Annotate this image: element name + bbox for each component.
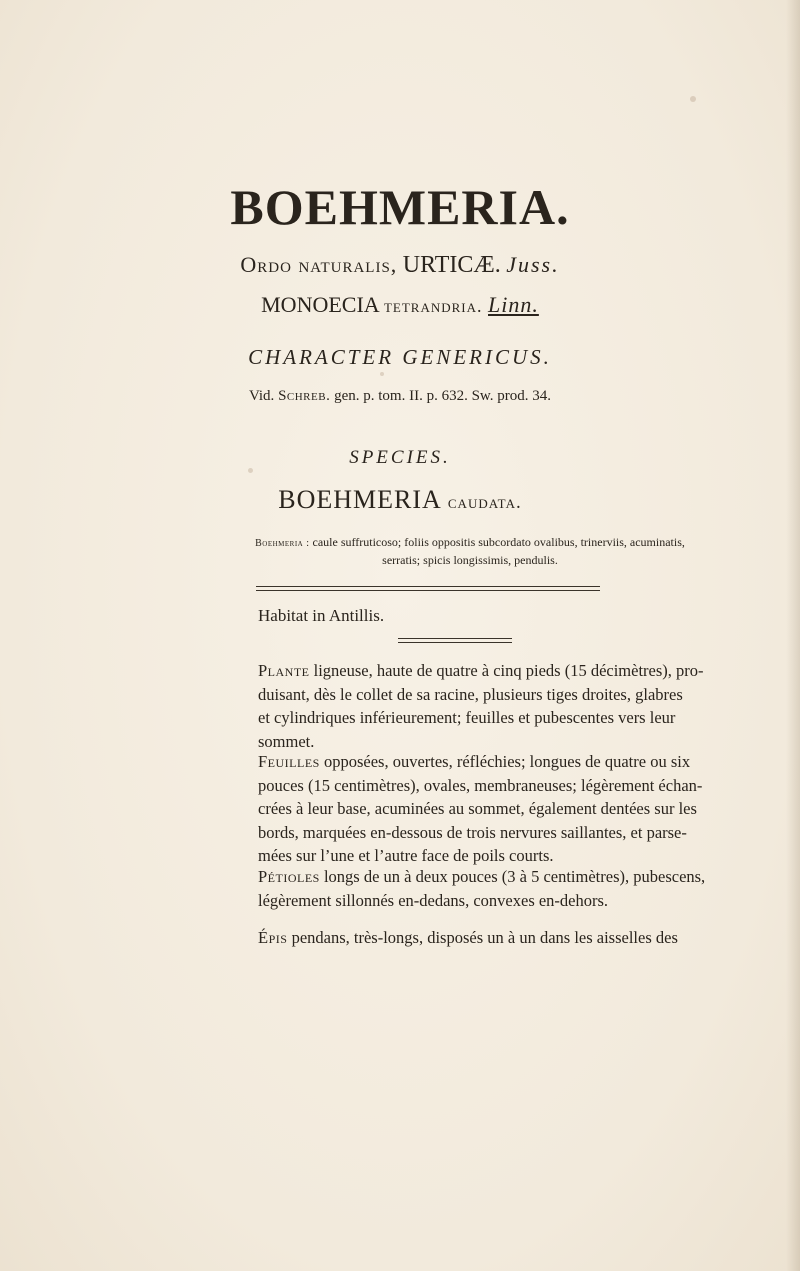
paper-spot (690, 96, 696, 102)
paragraph-lead: Épis (258, 928, 288, 947)
paragraph-lead: Plante (258, 661, 310, 680)
paragraph-line: légèrement sillonnés en-dedans, convexes en-dehors. (258, 890, 609, 910)
vid-prefix: Vid. (248, 388, 275, 404)
diagnosis-line-2: serratis; spicis longissimis, pendulis. (382, 553, 558, 567)
paragraph-line: mées sur l’une et l’autre face de poils courts. (258, 846, 554, 865)
ordo-line (0, 252, 800, 279)
paragraph-feuilles (258, 750, 703, 868)
ordo-author: Juss. (506, 252, 560, 277)
diagnosis-line-1 (250, 533, 690, 553)
ordo-family: URTICÆ. (402, 252, 501, 278)
habitat-text: Habitat in Antillis. (258, 606, 385, 625)
species-heading: SPECIES. (349, 447, 451, 468)
species-genus: BOEHMERIA (278, 485, 441, 514)
divider-rule (256, 586, 600, 591)
paragraph-lead: Feuilles (258, 752, 320, 771)
divider-rule-short (398, 638, 512, 643)
paragraph-line: crées à leur base, acuminées au sommet, également dentées sur les (258, 799, 697, 818)
species-epithet: caudata. (447, 492, 522, 513)
vid-author: Schreb. (278, 388, 331, 404)
paragraph-line: bords, marquées en-dessous de trois nervures saillantes, et parse- (258, 822, 687, 842)
paragraph-lead: Pétioles (258, 867, 320, 886)
classis-name: MONOECIA (261, 292, 379, 317)
diagnosis-text-1: caule suffruticoso; foliis oppositis subcordato ovalibus, trinerviis, acuminatis, (312, 535, 685, 549)
paragraph-epis (258, 926, 678, 950)
paragraph-petioles (258, 865, 706, 912)
classis-line (0, 292, 800, 318)
paragraph-line: duisant, dès le collet de sa racine, plusieurs tiges droites, glabres (258, 684, 683, 704)
paper-spot (380, 372, 384, 376)
paragraph-line: longs de un à deux pouces (3 à 5 centimètres), pubescens, (319, 867, 706, 886)
paragraph-line: pouces (15 centimètres), ovales, membraneuses; légèrement échan- (258, 775, 703, 795)
paragraph-plante (258, 659, 704, 753)
vid-rest: gen. p. tom. II. p. 632. Sw. prod. 34. (334, 388, 552, 404)
ordo-prefix: Ordo naturalis, (240, 252, 398, 277)
paragraph-line: pendans, très-longs, disposés un à un dans les aisselles des (287, 928, 678, 947)
paragraph-line: et cylindriques inférieurement; feuilles et pubescentes vers leur (258, 708, 676, 727)
classis-order: tetrandria. (383, 296, 483, 316)
vid-line (0, 388, 800, 405)
paragraph-line: opposées, ouvertes, réfléchies; longues de quatre ou six (319, 752, 691, 771)
paragraph-line: ligneuse, haute de quatre à cinq pieds (15 décimètres), pro- (309, 661, 704, 680)
page-title: BOEHMERIA. (230, 179, 570, 235)
character-heading: CHARACTER GENERICUS. (248, 345, 552, 369)
species-name (0, 485, 800, 515)
diagnosis-label: Boehmeria : (255, 538, 310, 549)
classis-author: Linn. (488, 292, 539, 317)
paragraph-line: sommet. (258, 731, 315, 751)
